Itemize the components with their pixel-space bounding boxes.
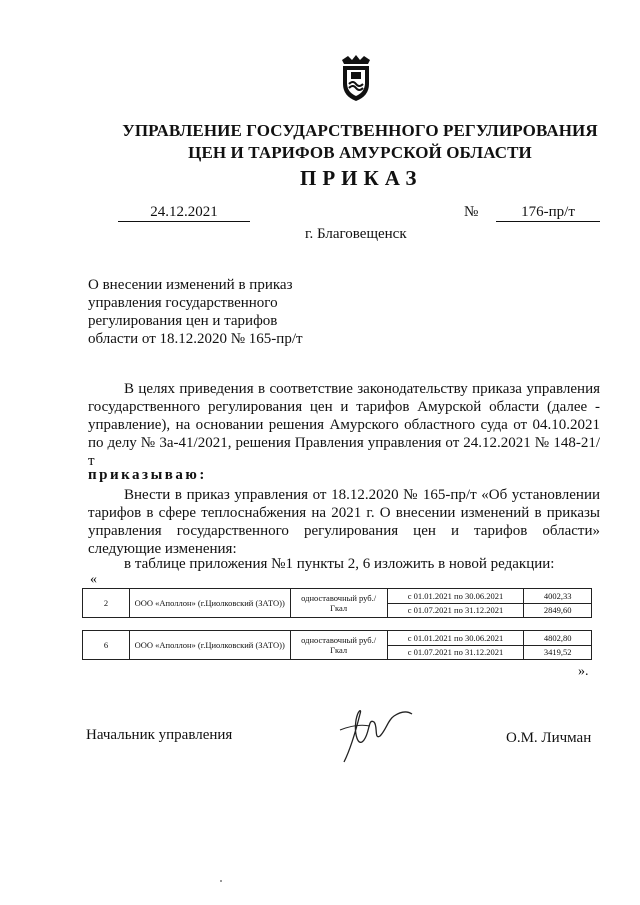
- table-row: [83, 631, 592, 646]
- period-cell: с 01.07.2021 по 31.12.2021: [387, 645, 524, 660]
- order-word: приказываю:: [88, 467, 207, 483]
- tariff-kind-cell: одноставочный руб./Гкал: [290, 631, 387, 660]
- organization-cell: ООО «Аполлон» (г.Циолковский (ЗАТО)): [129, 631, 290, 660]
- preamble-paragraph: В целях приведения в соответствие законодательству приказа управления государственного регулирования цен и тарифов Амурской области (далее - управление), на основании решения Амурского областного суда от 04.10.2021 по делу № 3а-41/2021, решения Правления управления от 24.12.2021 № 148-21/т: [88, 381, 600, 469]
- org-title-line-2: ЦЕН И ТАРИФОВ АМУРСКОЙ ОБЛАСТИ: [188, 143, 532, 162]
- tariff-kind-cell: одноставочный руб./Гкал: [290, 589, 387, 618]
- table-row: [83, 589, 592, 604]
- quote-close: ».: [578, 664, 589, 679]
- row-number: 6: [83, 631, 130, 660]
- subject-line: регулирования цен и тарифов: [88, 313, 278, 329]
- number-sign: №: [464, 204, 479, 220]
- period-cell: с 01.01.2021 по 30.06.2021: [387, 589, 524, 604]
- organization-cell: ООО «Аполлон» (г.Циолковский (ЗАТО)): [129, 589, 290, 618]
- subject-line: управления государственного: [88, 295, 278, 311]
- signatory-position: Начальник управления: [86, 727, 233, 743]
- org-title-line-1: УПРАВЛЕНИЕ ГОСУДАРСТВЕННОГО РЕГУЛИРОВАНИЯ: [122, 121, 598, 140]
- scan-dot: [220, 880, 222, 882]
- order-subject: [88, 276, 328, 348]
- city: г. Благовещенск: [305, 226, 407, 242]
- signatory-name: О.М. Личман: [506, 730, 592, 746]
- tariff-value-cell: 2849,60: [524, 603, 592, 618]
- tariff-table-row-2: [82, 588, 592, 618]
- subject-line: О внесении изменений в приказ: [88, 277, 293, 293]
- order-date: 24.12.2021: [118, 204, 250, 222]
- period-cell: с 01.07.2021 по 31.12.2021: [387, 603, 524, 618]
- handwritten-signature: [330, 700, 420, 770]
- document-type: ПРИКАЗ: [300, 166, 423, 190]
- coat-of-arms-icon: [338, 54, 374, 102]
- quote-open: «: [90, 572, 97, 587]
- tariff-table-row-6: [82, 630, 592, 660]
- order-number: 176-пр/т: [496, 204, 600, 222]
- tariff-value-cell: 4802,80: [524, 631, 592, 646]
- period-cell: с 01.01.2021 по 30.06.2021: [387, 631, 524, 646]
- organization-title: [100, 120, 620, 164]
- table-intro: в таблице приложения №1 пункты 2, 6 изложить в новой редакции:: [124, 556, 555, 572]
- subject-line: области от 18.12.2020 № 165-пр/т: [88, 331, 303, 347]
- row-number: 2: [83, 589, 130, 618]
- amendment-paragraph: Внести в приказ управления от 18.12.2020 № 165-пр/т «Об установлении тарифов в сфере теплоснабжения на 2021 г. О внесении изменений в приказы управления государственного регулирования цен и тарифов области» следующие изменения:: [88, 487, 600, 557]
- tariff-value-cell: 3419,52: [524, 645, 592, 660]
- tariff-value-cell: 4002,33: [524, 589, 592, 604]
